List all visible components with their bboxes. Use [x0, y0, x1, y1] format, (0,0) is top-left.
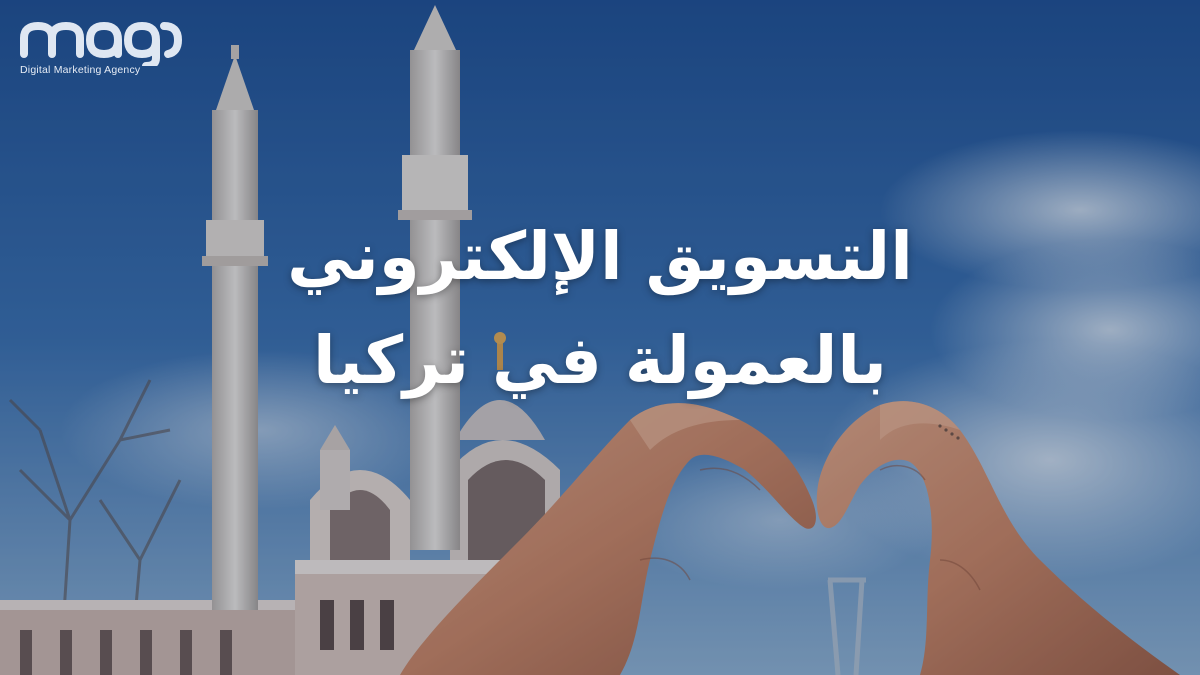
brand-logo[interactable] [18, 16, 208, 80]
headline [200, 205, 1000, 414]
headline-line-2: بالعمولة في تركيا [313, 322, 887, 400]
headline-line-1: التسويق الإلكتروني [287, 218, 913, 295]
brand-tagline: Digital Marketing Agency [20, 64, 141, 76]
mag-logo-icon [18, 16, 198, 66]
